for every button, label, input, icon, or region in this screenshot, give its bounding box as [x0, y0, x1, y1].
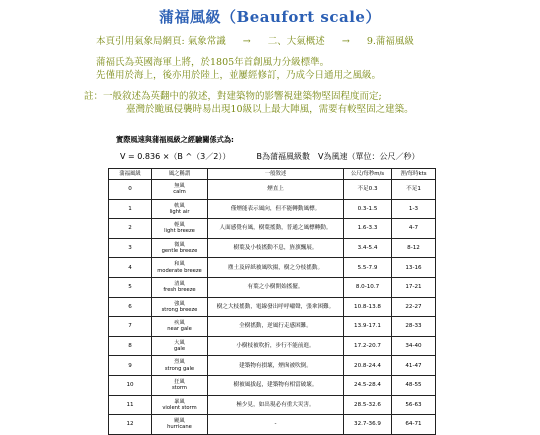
cell-kts: 22-27	[392, 297, 436, 317]
table-body	[109, 180, 436, 435]
cell-level: 8	[109, 336, 152, 356]
page-title: 蒲福風級（Beaufort scale）	[159, 8, 381, 26]
formula-heading: 實際風速與蒲福風級之經驗關係式為:	[116, 135, 234, 144]
cell-name	[152, 277, 208, 297]
wind-name-en: strong gale	[164, 365, 195, 372]
cell-description: 樹葉及小枝搖動不息，旌旗飄展。	[208, 238, 344, 258]
cell-name	[152, 238, 208, 258]
wind-name-en: storm	[171, 385, 187, 392]
wind-name-en: moderate breeze	[157, 267, 202, 274]
formula-legend: B為蒲福風級數 V為風速（單位：公尺／秒）	[256, 152, 420, 161]
cell-description: 極少見，如出現必有重大災害。	[208, 395, 344, 415]
table-row	[109, 238, 436, 258]
cell-kts: 41-47	[392, 356, 436, 376]
cell-kts: 28-33	[392, 317, 436, 337]
wind-name-zh: 強風	[174, 300, 185, 307]
wind-name-zh: 颶風	[174, 418, 185, 425]
wind-name-zh: 無風	[174, 183, 185, 190]
cell-ms: 5.5-7.9	[344, 258, 392, 278]
header-description: 一般敘述	[208, 169, 344, 180]
breadcrumb-section[interactable]: 二、大氣概述	[267, 36, 325, 47]
cell-level: 6	[109, 297, 152, 317]
wind-name-zh: 烈風	[174, 359, 185, 366]
cell-name	[152, 258, 208, 278]
header-ms: 公尺/每秒m/s	[344, 169, 392, 180]
cell-description: 樹被風拔起，建築物有相當破壞。	[208, 375, 344, 395]
cell-name	[152, 317, 208, 337]
cell-kts: 13-16	[392, 258, 436, 278]
wind-name-zh: 微風	[174, 241, 185, 248]
note-line: 臺灣於颱風侵襲時易出現10級以上最大陣風，需要有較堅固之建築。	[126, 104, 414, 115]
cell-name	[152, 199, 208, 219]
wind-name-en: gentle breeze	[161, 248, 198, 255]
wind-name-en: fresh breeze	[163, 287, 196, 294]
cell-name	[152, 375, 208, 395]
cell-kts: 17-21	[392, 277, 436, 297]
wind-name-en: light breeze	[164, 228, 195, 235]
cell-kts: 4-7	[392, 219, 436, 239]
cell-level: 3	[109, 238, 152, 258]
wind-name-en: near gale	[167, 326, 192, 333]
cell-kts: 8-12	[392, 238, 436, 258]
cell-kts: 56-63	[392, 395, 436, 415]
table-row	[109, 180, 436, 200]
cell-description: 建築物有損壞，煙囪被吹倒。	[208, 356, 344, 376]
cell-ms: 17.2-20.7	[344, 336, 392, 356]
breadcrumb	[96, 33, 428, 47]
table-row	[109, 415, 436, 435]
cell-description: 僅煙能表示風向，但不能轉動風標。	[208, 199, 344, 219]
cell-description: 小樹枝被吹折，步行不能前進。	[208, 336, 344, 356]
wind-name-en: gale	[173, 346, 186, 353]
table-row	[109, 375, 436, 395]
cell-level: 12	[109, 415, 152, 435]
cell-ms: 20.8-24.4	[344, 356, 392, 376]
table-row	[109, 336, 436, 356]
cell-name	[152, 356, 208, 376]
table-row	[109, 356, 436, 376]
cell-kts: 1-3	[392, 199, 436, 219]
note-line: 註：一般敘述為英翻中的敘述，對建築物的影響視建築物堅固程度而定;	[84, 91, 382, 102]
breadcrumb-current[interactable]: 9.蒲福風級	[366, 36, 414, 47]
cell-name	[152, 297, 208, 317]
cell-level: 9	[109, 356, 152, 376]
wind-name-zh: 清風	[174, 281, 185, 288]
table-row	[109, 199, 436, 219]
formula: V = 0.836 ×（B ^（3／2））	[120, 152, 231, 161]
wind-name-en: calm	[173, 189, 186, 196]
wind-name-zh: 輕風	[174, 222, 185, 229]
cell-level: 4	[109, 258, 152, 278]
table-row	[109, 258, 436, 278]
wind-name-zh: 和風	[174, 261, 185, 268]
wind-name-en: strong breeze	[161, 306, 198, 313]
intro-paragraph	[96, 56, 381, 82]
cell-description: 塵土及碎紙被風吹揚，樹之分枝搖動。	[208, 258, 344, 278]
table-row	[109, 219, 436, 239]
cell-name	[152, 219, 208, 239]
header-level: 蒲福風級	[109, 169, 152, 180]
cell-kts: 48-55	[392, 375, 436, 395]
cell-ms: 13.9-17.1	[344, 317, 392, 337]
breadcrumb-arrow-icon: →	[242, 36, 251, 47]
cell-description: -	[208, 415, 344, 435]
cell-kts: 64-71	[392, 415, 436, 435]
table-row	[109, 317, 436, 337]
cell-ms: 10.8-13.8	[344, 297, 392, 317]
cell-ms: 3.4-5.4	[344, 238, 392, 258]
cell-level: 10	[109, 375, 152, 395]
intro-line: 蒲福氏為英國海軍上將，於1805年首創風力分級標準。	[96, 57, 330, 68]
formula-line	[120, 151, 420, 162]
cell-level: 0	[109, 180, 152, 200]
table-row	[109, 277, 436, 297]
table-row	[109, 297, 436, 317]
cell-ms: 8.0-10.7	[344, 277, 392, 297]
cell-description: 有葉之小樹開始搖擺。	[208, 277, 344, 297]
cell-description: 全樹搖動，逆風行走感困難。	[208, 317, 344, 337]
cell-level: 2	[109, 219, 152, 239]
cell-level: 7	[109, 317, 152, 337]
wind-name-zh: 疾風	[174, 320, 185, 327]
wind-name-zh: 大風	[174, 339, 185, 346]
cell-level: 11	[109, 395, 152, 415]
cell-ms: 0.3-1.5	[344, 199, 392, 219]
cell-level: 5	[109, 277, 152, 297]
wind-name-en: light air	[169, 208, 190, 215]
header-kts: 浬/每時kts	[392, 169, 436, 180]
intro-line: 先僅用於海上，後亦用於陸上，並屢經修訂，乃成今日通用之風級。	[96, 70, 382, 81]
cell-level: 1	[109, 199, 152, 219]
cell-description: 人面感覺有風，樹葉搖動，普通之風標轉動。	[208, 219, 344, 239]
breadcrumb-arrow-icon: →	[341, 36, 350, 47]
cell-description: 樹之大枝搖動，電線發出呼呼嘯聲，張傘困難。	[208, 297, 344, 317]
wind-name-en: hurricane	[167, 424, 192, 431]
cell-ms: 24.5-28.4	[344, 375, 392, 395]
note-paragraph	[84, 90, 414, 116]
cell-name	[152, 415, 208, 435]
header-name: 風之稱謂	[152, 169, 208, 180]
cell-name	[152, 336, 208, 356]
cell-ms: 1.6-3.3	[344, 219, 392, 239]
cell-ms: 28.5-32.6	[344, 395, 392, 415]
cell-kts: 34-40	[392, 336, 436, 356]
cell-name	[152, 180, 208, 200]
table-header-row	[109, 169, 436, 180]
beaufort-table	[108, 168, 436, 435]
wind-name-zh: 暴風	[174, 398, 185, 405]
cell-ms: 32.7-36.9	[344, 415, 392, 435]
breadcrumb-source[interactable]: 本頁引用氣象局網頁: 氣象常識	[96, 36, 226, 47]
cell-kts: 不足1	[392, 180, 436, 200]
wind-name-zh: 狂風	[174, 379, 185, 386]
cell-ms: 不足0.3	[344, 180, 392, 200]
wind-name-zh: 軟風	[174, 202, 185, 209]
cell-description: 煙直上	[208, 180, 344, 200]
wind-name-en: violent storm	[162, 404, 197, 411]
